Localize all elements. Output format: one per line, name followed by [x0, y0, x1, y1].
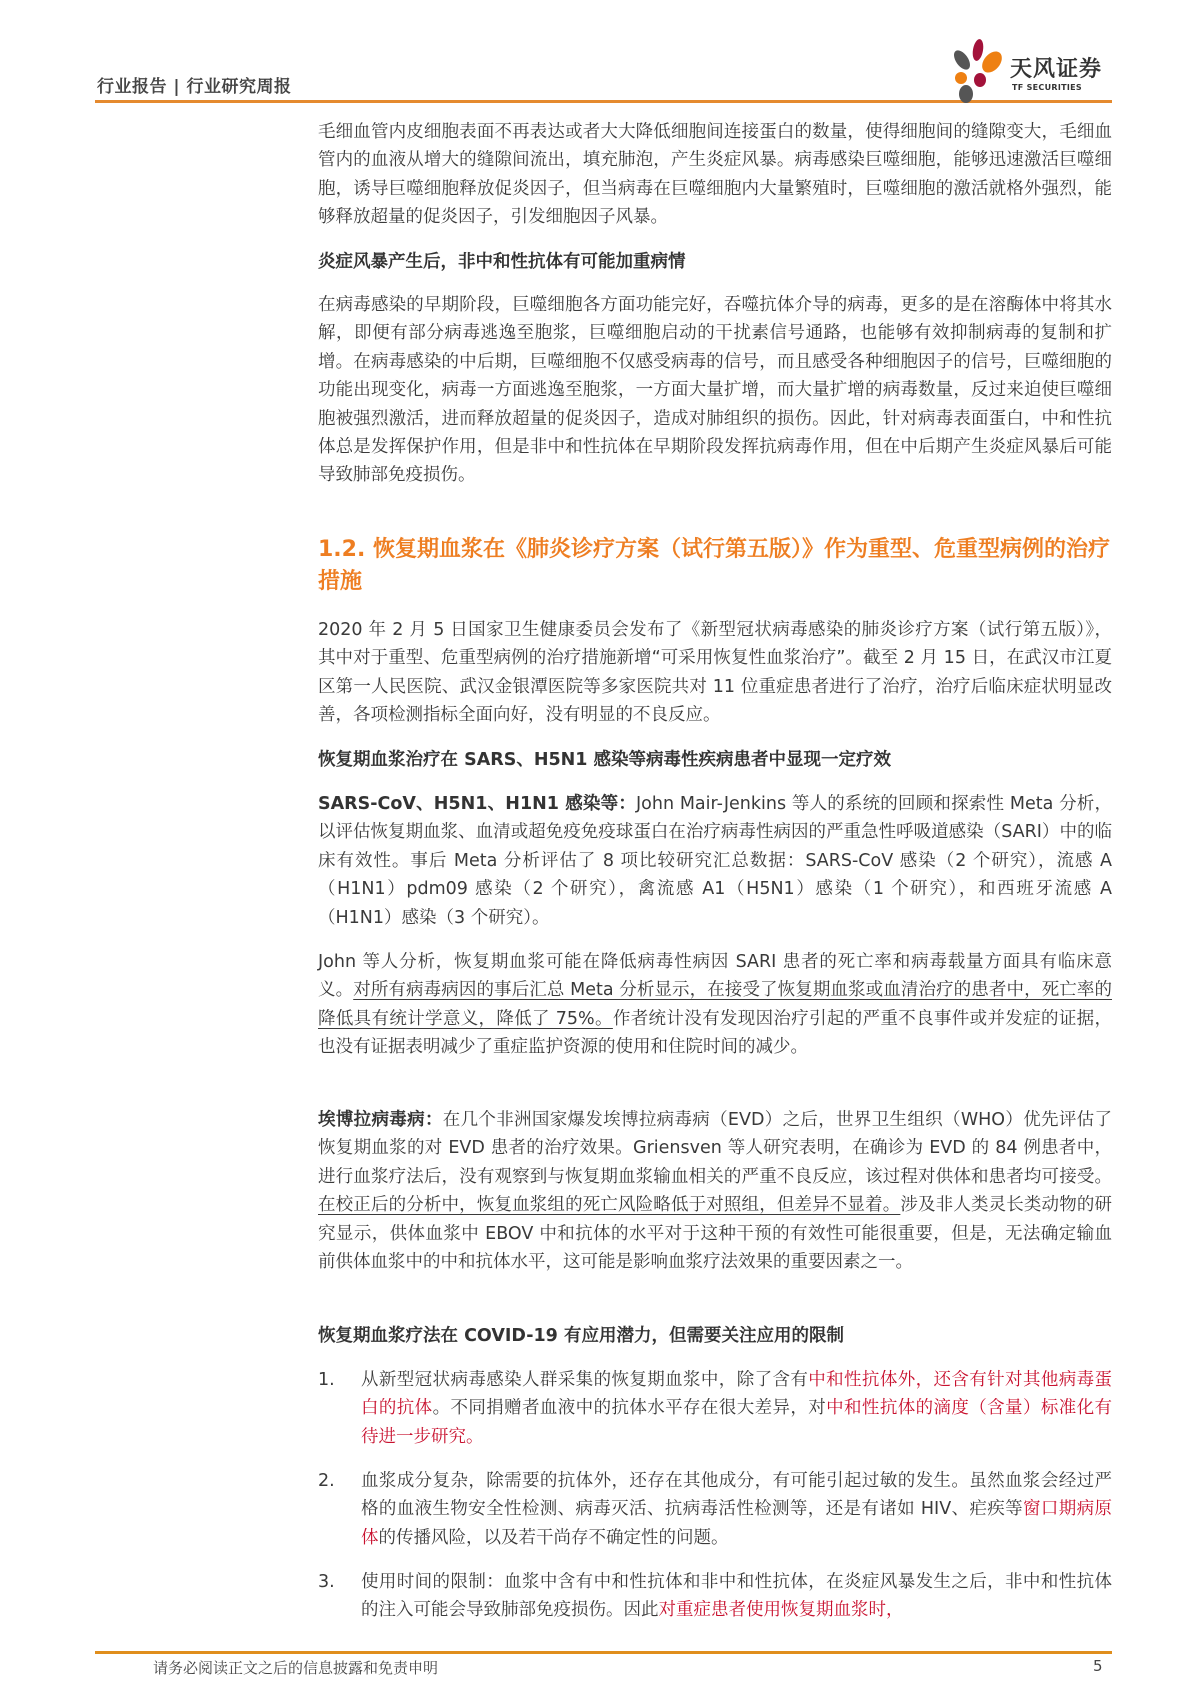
- logo-petals-icon: [948, 38, 1008, 104]
- subheading-non-neutralizing: 炎症风暴产生后，非中和性抗体有可能加重病情: [318, 252, 686, 272]
- text-segment: 在几个非洲国家爆发埃博拉病毒病（EVD）之后，世界卫生组织（WHO）优先评估了恢复期血浆的对 EVD 患者的治疗效果。Griensven 等人研究表明，在确诊为 EVD 的 84 例患者中，进行血浆疗法后，没有观察到与恢复期血浆输血相关的严重不良反应，该过程对供体和患者均可接受。: [318, 1110, 1112, 1187]
- paragraph-ebola: [318, 1106, 1112, 1276]
- paragraph-meta-analysis: [318, 790, 1112, 932]
- highlighted-text: 对重症患者使用恢复期血浆时，: [658, 1600, 904, 1621]
- page-number: 5: [1093, 1657, 1103, 1675]
- text-segment: 使用时间的限制：血浆中含有中和性抗体和非中和性抗体，在炎症风暴发生之后，非中和性抗体的注入可能会导致肺部免疫损伤。因此: [361, 1572, 1112, 1621]
- section-heading: 1.2. 恢复期血浆在《肺炎诊疗方案（试行第五版）》作为重型、危重型病例的治疗措施: [318, 537, 1110, 594]
- underlined-text: 对所有病毒病因的事后汇总 Meta 分析显示，在接受了恢复期血浆或血清治疗的患者中，死亡率的降低具有统计学意义，降低了 75%。: [318, 980, 1113, 1029]
- list-item: [318, 1366, 1112, 1451]
- paragraph-john-analysis: [318, 948, 1112, 1062]
- subheading-sars-h5n1: 恢复期血浆治疗在 SARS、H5N1 感染等病毒性疾病患者中显现一定疗效: [318, 750, 892, 770]
- text-segment: 2020 年 2 月 5 日国家卫生健康委员会发布了《新型冠状病毒感染的肺炎诊疗方案（试行第五版）》，其中对于重型、危重型病例的治疗措施新增“可采用恢复性血浆治疗”。截至 2 月 15 日，在武汉市江夏区第一人民医院、武汉金银潭医院等多家医院共对 11 位重症患者进行了治疗，治疗后临床症状明显改善，各项检测指标全面向好，没有明显的不良反应。: [318, 620, 1112, 726]
- bold-lead: SARS-CoV、H5N1、H1N1 感染等：: [318, 794, 637, 814]
- text-segment: 。不同捐赠者血液中的抗体水平存在很大差异，对: [432, 1398, 827, 1419]
- highlighted-text: 中和性抗体的滴度（含量）标准化有待进一步研究。: [361, 1398, 1113, 1447]
- logo-english-name: TF SECURITIES: [1012, 83, 1082, 92]
- footer-divider: [95, 1651, 1112, 1654]
- text-segment: 在病毒感染的早期阶段，巨噬细胞各方面功能完好，吞噬抗体介导的病毒，更多的是在溶酶体中将其水解，即便有部分病毒逃逸至胞浆，巨噬细胞启动的干扰素信号通路，也能够有效抑制病毒的复制和扩增。在病毒感染的中后期，巨噬细胞不仅感受病毒的信号，而且感受各种细胞因子的信号，巨噬细胞的功能出现变化，病毒一方面逃逸至胞浆，一方面大量扩增，而大量扩增的病毒数量，反过来迫使巨噬细胞被强烈激活，进而释放超量的促炎因子，造成对肺组织的损伤。因此，针对病毒表面蛋白，中和性抗体总是发挥保护作用，但是非中和性抗体在早期阶段发挥抗病毒作用，但在中后期产生炎症风暴后可能导致肺部免疫损伤。: [318, 295, 1112, 486]
- highlighted-text: 中和性抗体外，还含有针对其他病毒蛋白的抗体: [361, 1370, 1113, 1419]
- subheading-covid-limits: 恢复期血浆疗法在 COVID-19 有应用潜力，但需要关注应用的限制: [318, 1326, 844, 1346]
- company-logo: [948, 38, 1118, 104]
- underlined-text: 在校正后的分析中，恢复血浆组的死亡风险略低于对照组，但差异不显着。: [318, 1195, 901, 1216]
- paragraph-guideline: [318, 616, 1112, 730]
- report-category: 行业报告 | 行业研究周报: [97, 77, 292, 97]
- paragraph-cytokine-storm: [318, 118, 1112, 232]
- list-item: [318, 1568, 1112, 1625]
- text-segment: John 等人分析，恢复期血浆可能在降低病毒性病因 SARI 患者的死亡率和病毒载量方面具有临床意义。: [318, 952, 1112, 1001]
- text-segment: 的传播风险，以及若干尚存不确定性的问题。: [378, 1527, 729, 1548]
- highlighted-text: 窗口期病原体: [361, 1499, 1112, 1548]
- text-segment: 涉及非人类灵长类动物的研究显示，供体血浆中 EBOV 中和抗体的水平对于这种干预的有效性可能很重要，但是，无法确定输血前供体血浆中的中和抗体水平，这可能是影响血浆疗法效果的重要因素之一。: [318, 1195, 1112, 1273]
- list-number: 1.: [318, 1370, 335, 1390]
- bold-lead: 埃博拉病毒病：: [318, 1110, 443, 1130]
- text-segment: 毛细血管内皮细胞表面不再表达或者大大降低细胞间连接蛋白的数量，使得细胞间的缝隙变大，毛细血管内的血液从增大的缝隙间流出，填充肺泡，产生炎症风暴。病毒感染巨噬细胞，能够迅速激活巨噬细胞，诱导巨噬细胞释放促炎因子，但当病毒在巨噬细胞内大量繁殖时，巨噬细胞的激活就格外强烈，能够释放超量的促炎因子，引发细胞因子风暴。: [318, 122, 1112, 228]
- logo-chinese-name: 天风证券: [1010, 57, 1103, 82]
- list-number: 2.: [318, 1471, 335, 1491]
- list-number: 3.: [318, 1572, 335, 1592]
- paragraph-macrophage: [318, 291, 1112, 490]
- text-segment: 从新型冠状病毒感染人群采集的恢复期血浆中，除了含有: [361, 1370, 809, 1390]
- footer-disclaimer: 请务必阅读正文之后的信息披露和免责申明: [153, 1659, 439, 1677]
- text-segment: John Mair-Jenkins 等人的系统的回顾和探索性 Meta 分析，以评估恢复期血浆、血清或超免疫免疫球蛋白在治疗病毒性病因的严重急性呼吸道感染（SARI）中的临床有效性。事后 Meta 分析评估了 8 项比较研究汇总数据：SARS-CoV 感染（2 个研究），流感 A（H1N1）pdm09 感染（2 个研究），禽流感 A1（H5N1）感染（1 个研究），和西班牙流感 A（H1N1）感染（3 个研究）。: [318, 794, 1112, 928]
- text-segment: 血浆成分复杂，除需要的抗体外，还存在其他成分，有可能引起过敏的发生。虽然血浆会经过严格的血液生物安全性检测、病毒灭活、抗病毒活性检测等，还是有诸如 HIV、疟疾等: [361, 1471, 1112, 1520]
- list-item: [318, 1467, 1112, 1552]
- text-segment: 作者统计没有发现因治疗引起的严重不良事件或并发症的证据，也没有证据表明减少了重症监护资源的使用和住院时间的减少。: [318, 1008, 1112, 1058]
